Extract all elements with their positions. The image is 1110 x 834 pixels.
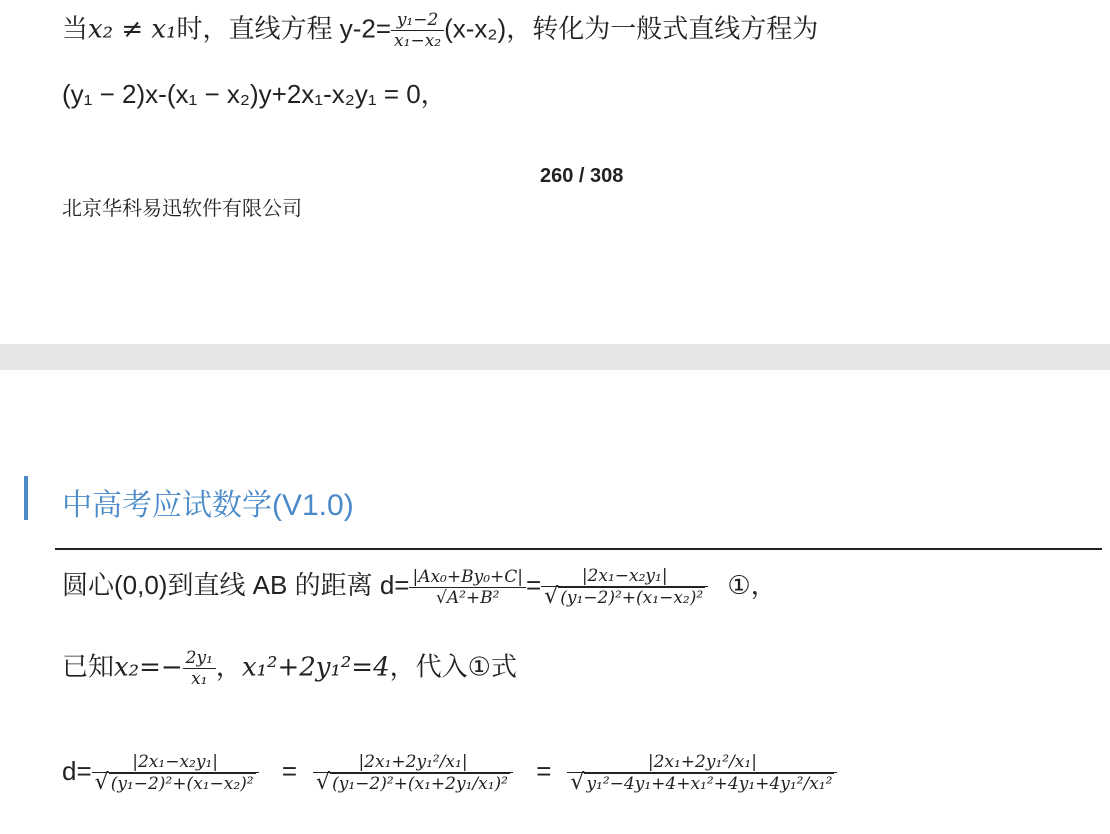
fraction-numerator: |Ax₀+By₀+C| (409, 567, 526, 588)
radical-icon: √ (544, 584, 559, 609)
radicand: (y₁−2)²+(x₁−x₂)² (560, 588, 704, 608)
d-line (62, 752, 837, 794)
radical-icon: √ (94, 770, 109, 795)
fraction-numerator: 2y₁ (183, 648, 216, 669)
radicand: (y₁−2)²+(x₁−x₂)² (110, 774, 254, 794)
fraction-numerator: |2x₁+2y₁²/x₁| (567, 752, 837, 773)
radicand: (y₁−2)²+(x₁+2y₁/x₁)² (332, 774, 508, 794)
known-line (62, 648, 517, 689)
equals-sign-2: = (536, 755, 552, 786)
known-fraction (183, 648, 216, 689)
known-mid: ， (215, 651, 242, 682)
equation-line-1 (62, 10, 818, 51)
fraction-denominator (567, 770, 837, 795)
fraction-numerator: |2x₁−x₂y₁| (92, 752, 259, 773)
d-lead: d= (62, 755, 92, 786)
header-divider (55, 548, 1102, 550)
equation-line-2: (y₁ − 2)x-(x₁ − x₂)y+2x₁-x₂y₁ = 0， (62, 79, 447, 109)
fraction-denominator: √A²+B² (436, 587, 500, 608)
fraction-numerator: |2x₁+2y₁²/x₁| (313, 752, 513, 773)
radicand: y₁²−4y₁+4+x₁²+4y₁+4y₁²/x₁² (586, 774, 833, 794)
line1-fraction (391, 10, 444, 51)
fraction-denominator (92, 770, 259, 795)
d-fraction-1 (92, 752, 259, 794)
fraction-denominator: x₁−x₂ (394, 31, 442, 51)
distance-line (62, 566, 777, 608)
page-separator (0, 344, 1110, 370)
company-name: 北京华科易迅软件有限公司 (62, 196, 302, 220)
radical-icon: √ (316, 770, 331, 795)
d-fraction-2 (313, 752, 513, 794)
radical-icon: √ (570, 770, 585, 795)
fraction-denominator (313, 770, 513, 795)
distance-fraction-2 (541, 566, 708, 608)
known-expr: x₁²+2y₁²=4 (241, 652, 390, 683)
fraction-numerator: y₁−2 (391, 10, 444, 31)
equals-sign: = (526, 569, 542, 600)
line1-post-text: ，转化为一般式直线方程为 (506, 13, 819, 44)
line1-post-expr: (x-x₂) (444, 13, 507, 44)
distance-fraction-1 (409, 567, 526, 608)
known-post: ，代入①式 (389, 651, 517, 682)
header-accent-bar (24, 476, 28, 520)
d-fraction-3 (567, 752, 837, 794)
fraction-denominator (541, 584, 708, 609)
line1-pre: 当 (62, 13, 89, 44)
line1-cond: x₂ ≠ x₁ (88, 14, 177, 45)
line1-mid: 时，直线方程 y-2= (176, 13, 392, 44)
known-lhs: x₂=− (114, 652, 183, 683)
circled-one-tail: ①， (727, 569, 777, 600)
fraction-denominator: x₁ (191, 669, 208, 689)
distance-text: 圆心(0,0)到直线 AB 的距离 d= (62, 569, 410, 600)
page-number: 260 / 308 (540, 165, 624, 187)
equals-sign-1: = (281, 755, 298, 786)
known-pre: 已知 (62, 651, 115, 682)
section-header-title: 中高考应试数学(V1.0) (62, 489, 354, 522)
fraction-numerator: |2x₁−x₂y₁| (541, 566, 708, 587)
